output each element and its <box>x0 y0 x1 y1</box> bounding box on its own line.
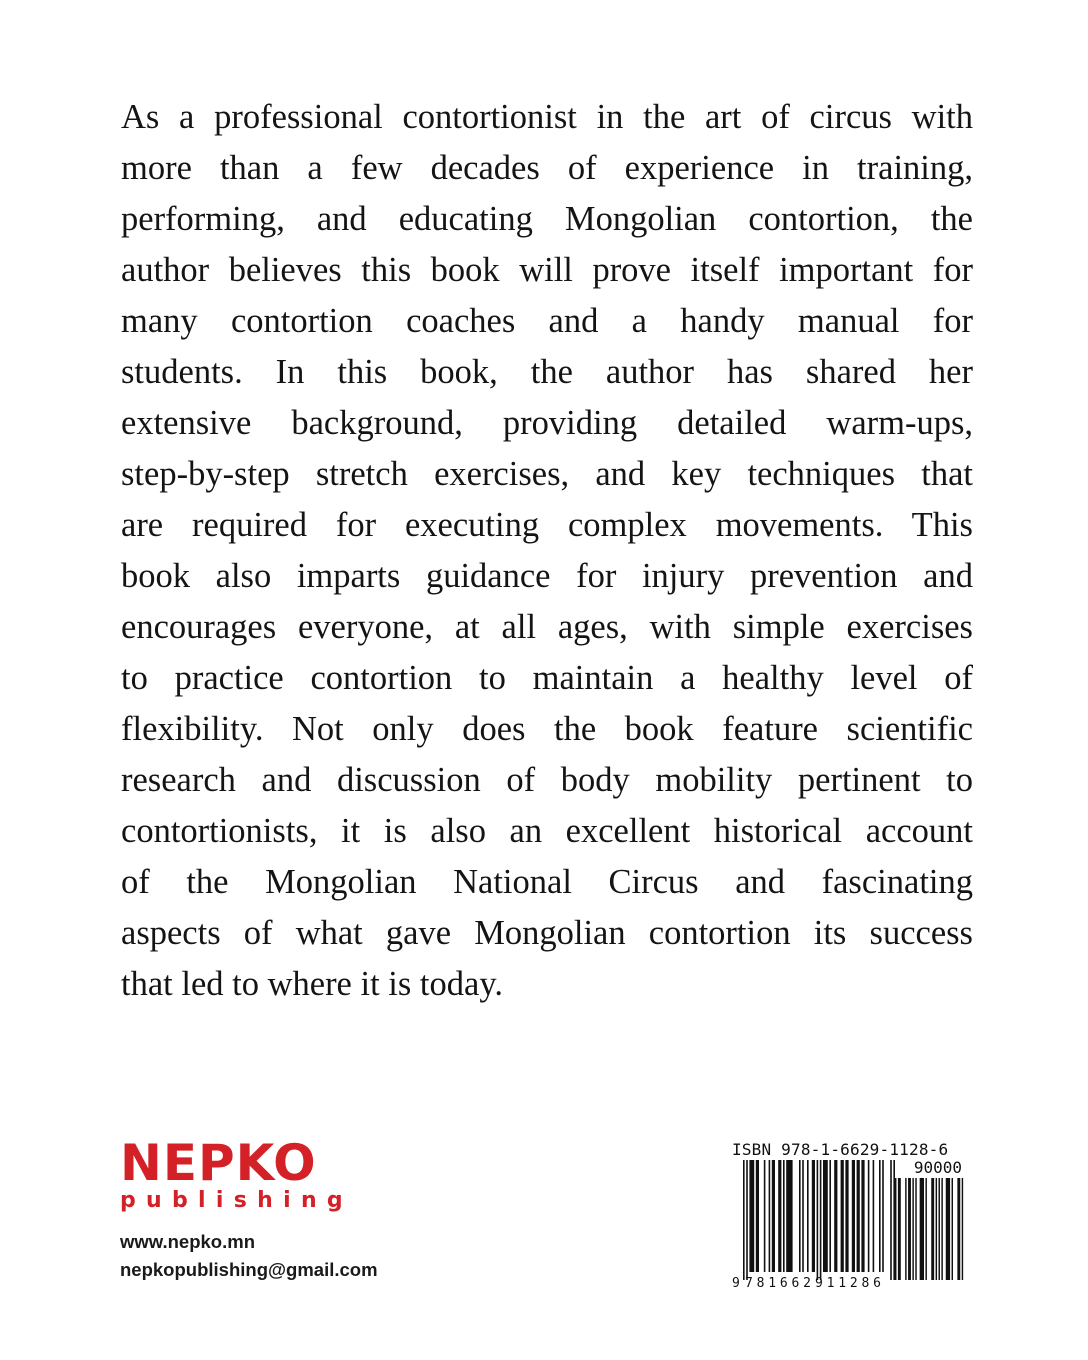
barcode-bar <box>852 1160 855 1272</box>
barcode-bar <box>783 1160 785 1272</box>
blurb-line: research and discussion of body mobility pertinent to <box>121 761 973 799</box>
blurb-line: students. In this book, the author has shared her <box>121 353 973 391</box>
barcode-bar <box>756 1160 759 1272</box>
blurb-line: flexibility. Not only does the book feature scientific <box>121 710 973 748</box>
blurb-line: performing, and educating Mongolian contortion, the <box>121 200 973 238</box>
barcode-bar <box>915 1178 916 1280</box>
barcode-bar <box>946 1178 950 1280</box>
barcode-bar <box>925 1178 926 1280</box>
publisher-block <box>120 1134 440 1284</box>
barcode-bar <box>743 1160 745 1280</box>
barcode-bar <box>931 1178 934 1280</box>
price-code: 90000 <box>913 1158 962 1177</box>
barcode-bar <box>749 1160 754 1272</box>
barcode-bar <box>802 1160 804 1272</box>
barcode-bar <box>873 1160 875 1272</box>
isbn-label: ISBN 978-1-6629-1128-6 <box>732 1140 949 1159</box>
barcode-bar <box>893 1160 895 1280</box>
blurb-line: that led to where it is today. <box>121 965 503 1003</box>
barcode-bar <box>807 1160 809 1272</box>
barcode-bar <box>868 1160 870 1272</box>
blurb-line: encourages everyone, at all ages, with simple exercises <box>121 608 973 646</box>
barcode-bar <box>936 1178 937 1280</box>
blurb-line: to practice contortion to maintain a healthy level of <box>121 659 973 697</box>
isbn-barcode <box>732 1141 966 1292</box>
barcode-bar <box>845 1160 848 1272</box>
blurb-line: of the Mongolian National Circus and fascinating <box>121 863 973 901</box>
barcode-bar <box>912 1178 913 1280</box>
barcode-bar <box>857 1160 860 1272</box>
barcode-bar <box>879 1160 881 1272</box>
price-addon-bars <box>895 1178 963 1280</box>
barcode-bar <box>952 1178 953 1280</box>
barcode-bar <box>778 1160 781 1272</box>
barcode-bar <box>820 1160 822 1280</box>
blurb-line: author believes this book will prove itself important for <box>121 251 973 289</box>
barcode-bar <box>962 1178 963 1280</box>
barcode-bar <box>908 1178 911 1280</box>
barcode-bar <box>799 1160 801 1272</box>
barcode-bar <box>823 1160 828 1272</box>
barcode-bar <box>920 1178 924 1280</box>
barcode-bar <box>898 1178 901 1280</box>
barcode-bar <box>769 1160 771 1272</box>
barcode-bar <box>890 1160 892 1280</box>
blurb-line: book also imparts guidance for injury prevention and <box>121 557 973 595</box>
barcode-bar <box>772 1160 775 1272</box>
blurb-line: more than a few decades of experience in training, <box>121 149 973 187</box>
barcode-bar <box>941 1178 942 1280</box>
publisher-logo-name: NEPKO <box>120 1134 317 1192</box>
barcode-bar <box>905 1178 906 1280</box>
barcode-graphic <box>732 1158 966 1292</box>
blurb-line: step-by-step stretch exercises, and key techniques that <box>121 455 973 493</box>
barcode-bar <box>746 1160 748 1280</box>
barcode-bar <box>861 1160 864 1272</box>
blurb-line: As a professional contortionist in the art of circus with <box>121 98 973 136</box>
blurb-line: many contortion coaches and a handy manual for <box>121 302 973 340</box>
back-cover-blurb <box>121 92 973 1010</box>
barcode-bar <box>786 1160 792 1272</box>
blurb-line: are required for executing complex movements. This <box>121 506 973 544</box>
barcode-bar <box>829 1160 831 1272</box>
ean-right-digits: 911286 <box>815 1276 881 1291</box>
blurb-line: contortionists, it is also an excellent historical account <box>121 812 973 850</box>
blurb-line: aspects of what gave Mongolian contortion its success <box>121 914 973 952</box>
publisher-logo-subtitle: publishing <box>120 1188 353 1213</box>
barcode-bar <box>834 1160 837 1272</box>
barcode-bar <box>764 1160 766 1272</box>
publisher-email: nepkopublishing@gmail.com <box>120 1259 378 1280</box>
blurb-line: extensive background, providing detailed warm-ups, <box>121 404 973 442</box>
barcode-bar <box>895 1178 896 1280</box>
ean-left-digits: 781662 <box>745 1276 811 1291</box>
barcode-bar <box>841 1160 844 1272</box>
publisher-website: www.nepko.mn <box>120 1231 255 1252</box>
barcode-bar <box>882 1160 884 1272</box>
ean-first-digit: 9 <box>732 1276 740 1291</box>
barcode-bar <box>939 1178 940 1280</box>
ean13-bars <box>743 1160 895 1280</box>
barcode-bar <box>957 1178 960 1280</box>
barcode-bar <box>812 1160 815 1272</box>
barcode-bar <box>817 1160 819 1280</box>
